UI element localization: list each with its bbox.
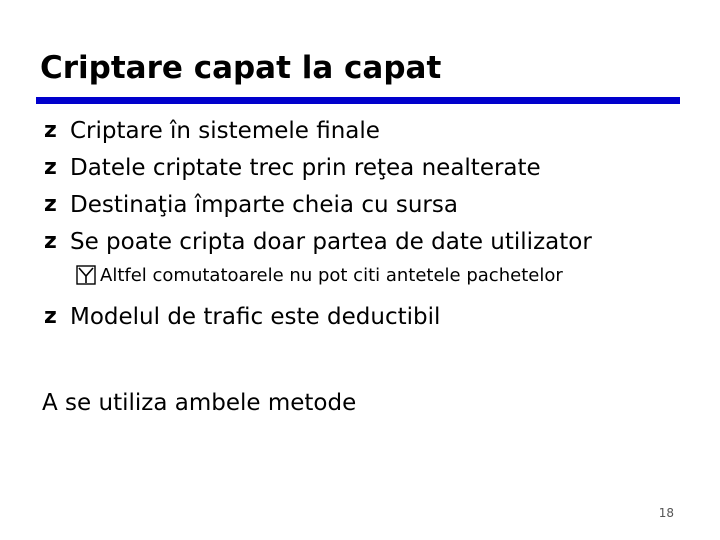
bullet-item [44,112,592,149]
bullet-item [44,223,592,260]
bullet-text: Datele criptate trec prin reţea nealterate [70,154,541,181]
slide-title: Criptare capat la capat [40,50,442,86]
z-bullet-icon: z [44,155,57,180]
z-bullet-icon: z [44,229,57,254]
z-bullet-icon: z [44,192,57,217]
sub-bullet-text: Altfel comutatoarele nu pot citi antetele pachetelor [100,264,563,286]
bullet-item [44,186,592,223]
sub-bullet-item [44,260,592,290]
z-bullet-icon: z [44,118,57,143]
title-underline [36,97,680,104]
bullet-text: Modelul de trafic este deductibil [70,303,441,330]
closing-text: A se utiliza ambele metode [42,390,357,416]
bullet-item [44,149,592,186]
bullet-item [44,298,592,335]
checkbox-bullet-icon [76,265,98,285]
page-number: 18 [658,506,674,520]
bullet-text: Se poate cripta doar partea de date utilizator [70,228,592,255]
bullet-text: Destinaţia împarte cheia cu sursa [70,191,458,218]
bullet-list [44,112,592,335]
spacer [44,290,592,298]
z-bullet-icon: z [44,304,57,329]
bullet-text: Criptare în sistemele finale [70,117,380,144]
